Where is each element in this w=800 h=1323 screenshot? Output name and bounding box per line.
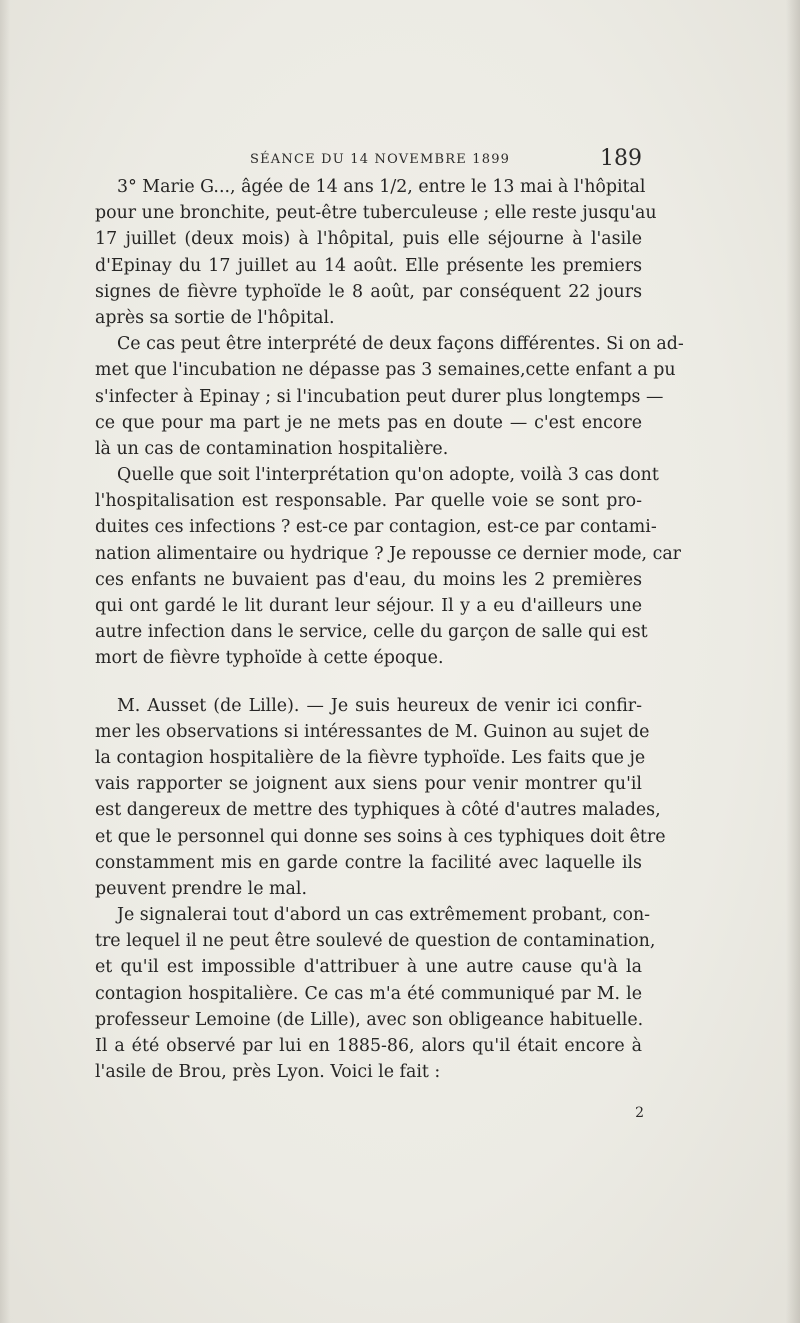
page-number: 189: [600, 146, 642, 171]
signature-mark: 2: [635, 1105, 644, 1121]
text-line: la contagion hospitalière de la fièvre typhoïde. Les faits que je: [95, 747, 646, 768]
paragraph: [95, 902, 656, 1085]
text-line: ce que pour ma part je ne mets pas en doute — c'est encore: [95, 412, 642, 433]
body-text: [95, 174, 684, 1085]
text-line: duites ces infections ? est-ce par contagion, est-ce par contami-: [95, 517, 657, 538]
text-line: met que l'incubation ne dépasse pas 3 semaines,cette enfant a pu: [95, 360, 676, 381]
text-line: et que le personnel qui donne ses soins à ces typhiques doit être: [95, 826, 666, 847]
text-line: s'infecter à Epinay ; si l'incubation peut durer plus longtemps —: [95, 386, 664, 407]
text-line: nation alimentaire ou hydrique ? Je repousse ce dernier mode, car: [95, 543, 681, 564]
text-line: là un cas de contamination hospitalière.: [95, 438, 449, 459]
paragraph: [95, 331, 684, 462]
text-line: est dangereux de mettre des typhiques à côté d'autres malades,: [95, 800, 661, 821]
text-line: l'asile de Brou, près Lyon. Voici le fait :: [95, 1062, 441, 1083]
page-edge-shadow-right: [786, 0, 800, 1323]
text-line: Il a été observé par lui en 1885-86, alors qu'il était encore à: [95, 1036, 642, 1056]
text-line: professeur Lemoine (de Lille), avec son obligeance habituelle.: [95, 1009, 644, 1030]
running-title: SÉANCE DU 14 NOVEMBRE 1899: [250, 152, 511, 167]
text-line: tre lequel il ne peut être soulevé de question de contamination,: [95, 931, 656, 952]
text-line: M. Ausset (de Lille). — Je suis heureux de venir ici confir-: [117, 695, 642, 716]
paragraph: [95, 693, 666, 903]
text-line: signes de fièvre typhoïde le 8 août, par conséquent 22 jours: [95, 281, 642, 302]
text-line: contagion hospitalière. Ce cas m'a été communiqué par M. le: [95, 983, 642, 1004]
paragraph-gap: [95, 672, 642, 693]
text-line: après sa sortie de l'hôpital.: [95, 307, 335, 328]
text-line: qui ont gardé le lit durant leur séjour. Il y a eu d'ailleurs une: [95, 596, 642, 616]
text-line: et qu'il est impossible d'attribuer à une autre cause qu'à la: [95, 957, 642, 978]
text-line: vais rapporter se joignent aux siens pour venir montrer qu'il: [95, 774, 642, 795]
text-line: Je signalerai tout d'abord un cas extrêmement probant, con-: [117, 905, 651, 926]
text-line: l'hospitalisation est responsable. Par quelle voie se sont pro-: [95, 491, 642, 512]
text-line: 3° Marie G..., âgée de 14 ans 1/2, entre le 13 mai à l'hôpital: [117, 177, 646, 197]
running-head: [95, 146, 642, 176]
text-line: d'Epinay du 17 juillet au 14 août. Elle présente les premiers: [95, 255, 642, 276]
text-line: pour une bronchite, peut-être tuberculeuse ; elle reste jusqu'au: [95, 203, 657, 224]
text-line: Ce cas peut être interprété de deux façons différentes. Si on ad-: [117, 334, 684, 355]
text-line: 17 juillet (deux mois) à l'hôpital, puis elle séjourne à l'asile: [95, 229, 642, 250]
text-line: Quelle que soit l'interprétation qu'on adopte, voilà 3 cas dont: [117, 465, 659, 486]
text-line: peuvent prendre le mal.: [95, 878, 307, 899]
text-line: constamment mis en garde contre la facilité avec laquelle ils: [95, 852, 642, 873]
text-line: autre infection dans le service, celle du garçon de salle qui est: [95, 622, 648, 643]
text-line: mer les observations si intéressantes de M. Guinon au sujet de: [95, 721, 650, 742]
text-line: ces enfants ne buvaient pas d'eau, du moins les 2 premières: [95, 569, 642, 590]
page-edge-shadow-left: [0, 0, 10, 1323]
paragraph: [95, 462, 681, 672]
paragraph: [95, 174, 657, 331]
text-line: mort de fièvre typhoïde à cette époque.: [95, 648, 444, 669]
